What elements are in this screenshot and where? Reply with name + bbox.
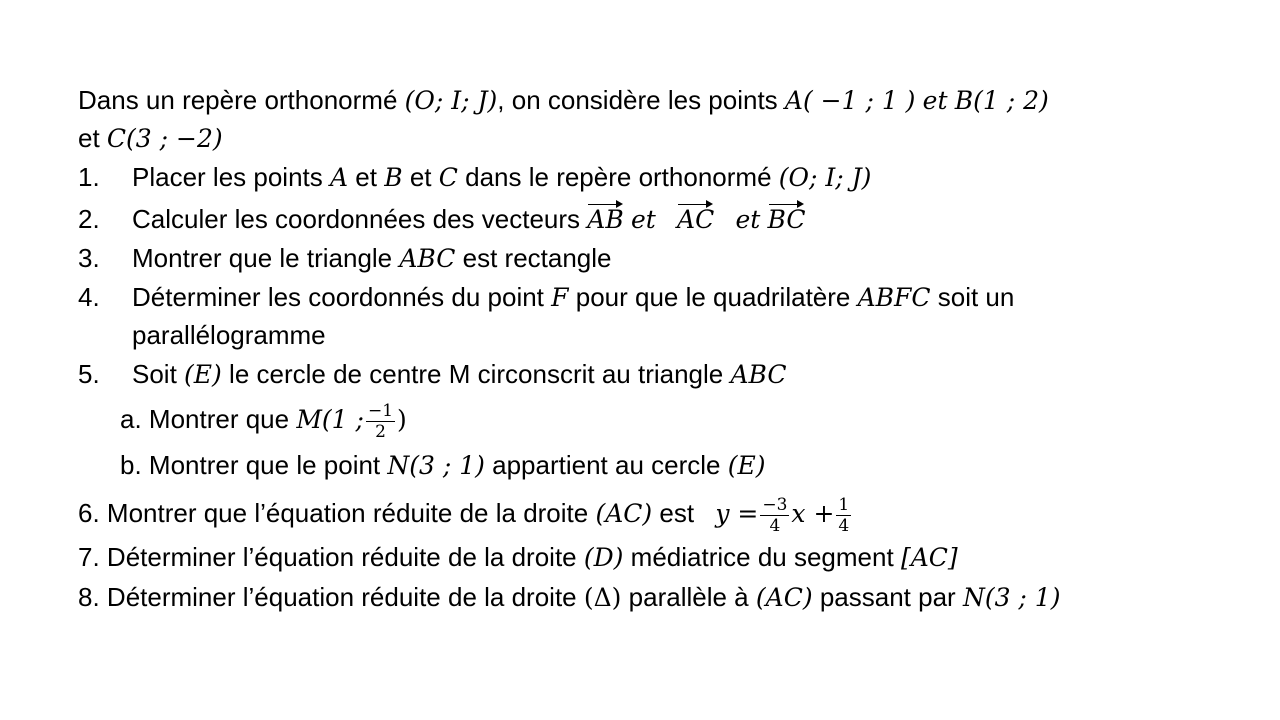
line-delta: (Δ) (583, 583, 622, 612)
item-text: dans le repère orthonormé (465, 162, 772, 192)
point-f: F (551, 283, 569, 312)
list-item (78, 278, 1014, 317)
item-text: Soit (132, 359, 177, 389)
et-word: et (735, 205, 761, 234)
et-word: et (922, 86, 948, 115)
item-text: et (355, 162, 377, 192)
list-item (78, 578, 1060, 617)
equation-x: x + (791, 499, 835, 528)
item-text: passant par (819, 582, 956, 612)
item-text: le cercle de centre M circonscrit au triangle (229, 359, 724, 389)
item-number: 5. (78, 359, 100, 389)
circle-e: (E) (727, 451, 766, 480)
item-text: et (409, 162, 432, 192)
fraction (760, 495, 789, 536)
intro-text: Dans un repère orthonormé (78, 85, 398, 115)
item-text: parallèle à (628, 582, 749, 612)
fraction-denominator: 4 (838, 515, 850, 536)
item-text: parallélogramme (132, 320, 326, 350)
point-b: B(1 ; 2) (954, 86, 1049, 115)
line-d: (D) (583, 543, 624, 572)
et-word: et (630, 205, 656, 234)
item-text: a. Montrer que (120, 404, 290, 434)
item-text: appartient au cercle (492, 450, 721, 480)
point-n: N(3 ; 1) (387, 451, 485, 480)
triangle-abc: ABC (730, 360, 787, 389)
frame-oij: (O; I; J) (778, 163, 872, 192)
item-text: pour que le quadrilatère (575, 282, 851, 312)
item-number: 7. (78, 542, 100, 572)
item-text: Calculer les coordonnées des vecteurs (132, 204, 581, 234)
point-c: C(3 ; −2) (106, 124, 223, 153)
fraction-numerator: 1 (838, 494, 850, 515)
list-item (78, 200, 805, 239)
line-ac: (AC) (755, 583, 813, 612)
item-text: soit un (937, 282, 1015, 312)
list-item (78, 239, 612, 278)
vector-ab: AB (587, 201, 623, 239)
line-ac: (AC) (595, 499, 653, 528)
item-text: est (659, 498, 695, 528)
item-text: Déterminer l’équation réduite de la droite (106, 582, 577, 612)
exercise-intro-line1 (78, 81, 1049, 120)
point-a: A( −1 ; 1 ) (784, 86, 916, 115)
item-number: 4. (78, 282, 100, 312)
et-word-2: et (78, 123, 100, 153)
item-number: 8. (78, 582, 100, 612)
point-n: N(3 ; 1) (962, 583, 1061, 612)
intro-text-2: , on considère les points (497, 85, 778, 115)
frame-oij: (O; I; J) (404, 86, 498, 115)
item-text: b. Montrer que le point (120, 450, 381, 480)
quadrilateral-abfc: ABFC (857, 283, 931, 312)
equation-y: y = (715, 499, 759, 528)
fraction-denominator: 2 (375, 421, 386, 442)
item-text: Montrer que l’équation réduite de la droite (106, 498, 589, 528)
item-number: 6. (78, 498, 100, 528)
item-text: Déterminer l’équation réduite de la droite (106, 542, 577, 572)
fraction (366, 401, 395, 442)
circle-e: (E) (184, 360, 222, 389)
sub-item-a (120, 400, 407, 442)
item-text: Déterminer les coordonnés du point (132, 282, 544, 312)
item-number: 1. (78, 162, 100, 192)
item-text: Placer les points (132, 162, 323, 192)
fraction-denominator: 4 (769, 515, 781, 536)
point-m: M(1 ; (296, 405, 364, 434)
list-item (78, 538, 958, 577)
paren: ) (397, 405, 407, 434)
item-text: médiatrice du segment (630, 542, 894, 572)
triangle-abc: ABC (399, 244, 456, 273)
fraction-numerator: −1 (367, 400, 394, 421)
vector-ac: AC (677, 201, 714, 239)
list-item (78, 355, 787, 394)
list-item-continuation (132, 316, 326, 354)
item-text: Montrer que le triangle (132, 243, 393, 273)
exercise-intro-line2 (78, 119, 223, 158)
segment-ac: [AC] (900, 543, 958, 572)
vector-bc: BC (768, 201, 806, 239)
sub-item-b (120, 446, 766, 485)
fraction-numerator: −3 (762, 494, 788, 515)
fraction (836, 495, 851, 536)
math-b: B (384, 163, 403, 192)
list-item (78, 494, 853, 536)
math-c: C (438, 163, 458, 192)
math-a: A (330, 163, 349, 192)
list-item (78, 158, 871, 197)
item-number: 3. (78, 243, 100, 273)
item-number: 2. (78, 204, 100, 234)
item-text: est rectangle (462, 243, 612, 273)
